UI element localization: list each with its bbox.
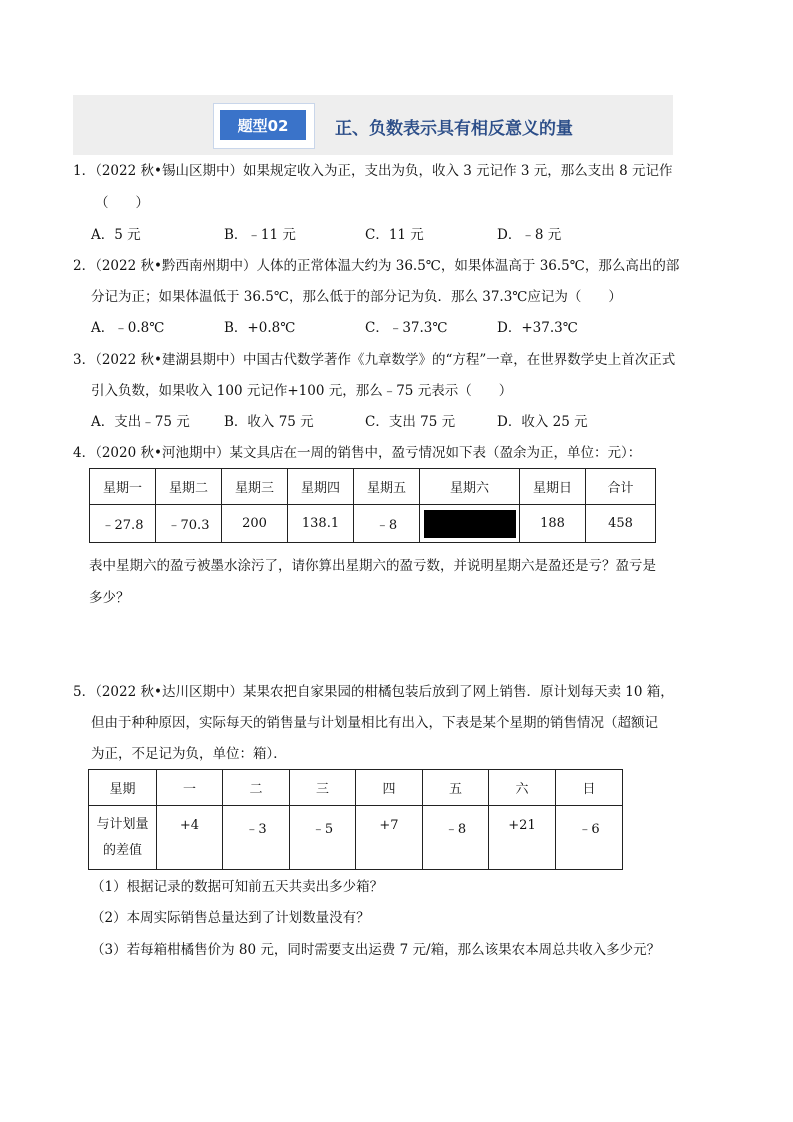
q4-header-cell: 星期三 bbox=[222, 469, 288, 505]
q4-question-line2: 多少？ bbox=[89, 590, 130, 606]
section-tag: 题型02 bbox=[220, 110, 306, 140]
q5-diff-label-line2: 的差值 bbox=[102, 842, 142, 858]
q5-day-cell: 三 bbox=[290, 770, 356, 806]
q5-subquestion-2: （2）本周实际销售总量达到了计划数量没有？ bbox=[91, 910, 370, 926]
q4-header-cell: 星期一 bbox=[90, 469, 156, 505]
q5-day-cell: 日 bbox=[556, 770, 623, 806]
section-banner bbox=[73, 95, 673, 155]
q3-option-b: B．收入 75 元 bbox=[224, 414, 314, 430]
q5-sales-table bbox=[88, 769, 623, 870]
q3-stem-line1: 3．（2022 秋•建湖县期中）中国古代数学著作《九章数学》的“方程”一章，在世界数学史上首次正式 bbox=[73, 352, 676, 368]
q5-diff-label bbox=[89, 806, 157, 870]
ink-blot bbox=[424, 510, 516, 538]
q4-header-cell: 星期六 bbox=[420, 469, 520, 505]
q1-option-a: A．5 元 bbox=[91, 227, 141, 243]
q4-header-cell: 星期五 bbox=[354, 469, 420, 505]
q5-diff-cell: ﹣3 bbox=[223, 806, 290, 870]
q1-stem-line1: 1．（2022 秋•锡山区期中）如果规定收入为正，支出为负，收入 3 元记作 3 元，那么支出 8 元记作 bbox=[73, 163, 673, 179]
q4-header-cell: 星期日 bbox=[520, 469, 586, 505]
q3-option-c: C．支出 75 元 bbox=[365, 414, 456, 430]
q3-option-d: D．收入 25 元 bbox=[497, 414, 588, 430]
q1-option-d: D．﹣8 元 bbox=[497, 227, 562, 243]
q5-day-cell: 二 bbox=[223, 770, 290, 806]
q4-stem: 4．（2020 秋•河池期中）某文具店在一周的销售中，盈亏情况如下表（盈余为正，单位：元）： bbox=[73, 445, 642, 461]
q3-option-a: A．支出﹣75 元 bbox=[91, 414, 190, 430]
q4-value-cell: 200 bbox=[222, 505, 288, 543]
q4-value-cell: ﹣70.3 bbox=[156, 505, 222, 543]
q4-sales-table bbox=[89, 468, 656, 543]
q4-value-cell: 138.1 bbox=[288, 505, 354, 543]
q5-diff-cell: +21 bbox=[489, 806, 556, 870]
q5-subquestion-1: （1）根据记录的数据可知前五天共卖出多少箱？ bbox=[91, 879, 384, 895]
q1-option-b: B．﹣11 元 bbox=[224, 227, 296, 243]
q5-diff-cell: ﹣5 bbox=[290, 806, 356, 870]
q5-day-cell: 五 bbox=[423, 770, 489, 806]
q2-stem-line1: 2．（2022 秋•黔西南州期中）人体的正常体温大约为 36.5℃，如果体温高于 36.5℃，那么高出的部 bbox=[73, 258, 680, 274]
section-tag-frame bbox=[213, 103, 315, 149]
q1-stem-line2: （ ） bbox=[95, 195, 149, 211]
q1-option-c: C．11 元 bbox=[365, 227, 424, 243]
q2-stem-line2: 分记为正；如果体温低于 36.5℃，那么低于的部分记为负．那么 37.3℃应记为（ ） bbox=[91, 289, 622, 305]
q4-value-cell: 188 bbox=[520, 505, 586, 543]
q5-day-cell: 一 bbox=[157, 770, 223, 806]
q5-day-cell: 六 bbox=[489, 770, 556, 806]
q4-question-line1: 表中星期六的盈亏被墨水涂污了，请你算出星期六的盈亏数，并说明星期六是盈还是亏？盈亏是 bbox=[89, 558, 656, 574]
q2-option-c: C．﹣37.3℃ bbox=[365, 320, 448, 336]
q2-option-a: A．﹣0.8℃ bbox=[91, 320, 165, 336]
q5-diff-row bbox=[89, 806, 623, 870]
q5-diff-cell: ﹣8 bbox=[423, 806, 489, 870]
q3-stem-line2: 引入负数，如果收入 100 元记作+100 元，那么﹣75 元表示（ ） bbox=[91, 383, 513, 399]
q4-saturday-cell bbox=[420, 505, 520, 543]
q4-header-cell: 星期四 bbox=[288, 469, 354, 505]
q5-subquestion-3: （3）若每箱柑橘售价为 80 元，同时需要支出运费 7 元/箱，那么该果农本周总共收入多少元？ bbox=[91, 942, 661, 958]
q4-header-cell: 星期二 bbox=[156, 469, 222, 505]
q4-header-cell: 合计 bbox=[586, 469, 656, 505]
q5-stem-line3: 为正，不足记为负，单位：箱）． bbox=[91, 746, 287, 762]
q5-stem-line1: 5．（2022 秋•达川区期中）某果农把自家果园的柑橘包装后放到了网上销售．原计划每天卖 10 箱， bbox=[73, 684, 674, 700]
q4-value-cell: ﹣8 bbox=[354, 505, 420, 543]
q5-row-label: 星期 bbox=[89, 770, 157, 806]
q4-header-row bbox=[90, 469, 656, 505]
q5-stem-line2: 但由于种种原因，实际每天的销售量与计划量相比有出入，下表是某个星期的销售情况（超额记 bbox=[91, 715, 658, 731]
q4-value-row bbox=[90, 505, 656, 543]
q5-diff-cell: +4 bbox=[157, 806, 223, 870]
q2-option-d: D．+37.3℃ bbox=[497, 320, 578, 336]
section-title: 正、负数表示具有相反意义的量 bbox=[335, 119, 573, 139]
q4-value-cell: ﹣27.8 bbox=[90, 505, 156, 543]
q5-diff-label-line1: 与计划量 bbox=[96, 816, 149, 832]
q5-day-cell: 四 bbox=[356, 770, 423, 806]
q5-day-row bbox=[89, 770, 623, 806]
q4-value-cell: 458 bbox=[586, 505, 656, 543]
q5-diff-cell: +7 bbox=[356, 806, 423, 870]
q2-option-b: B．+0.8℃ bbox=[224, 320, 296, 336]
q5-diff-cell: ﹣6 bbox=[556, 806, 623, 870]
